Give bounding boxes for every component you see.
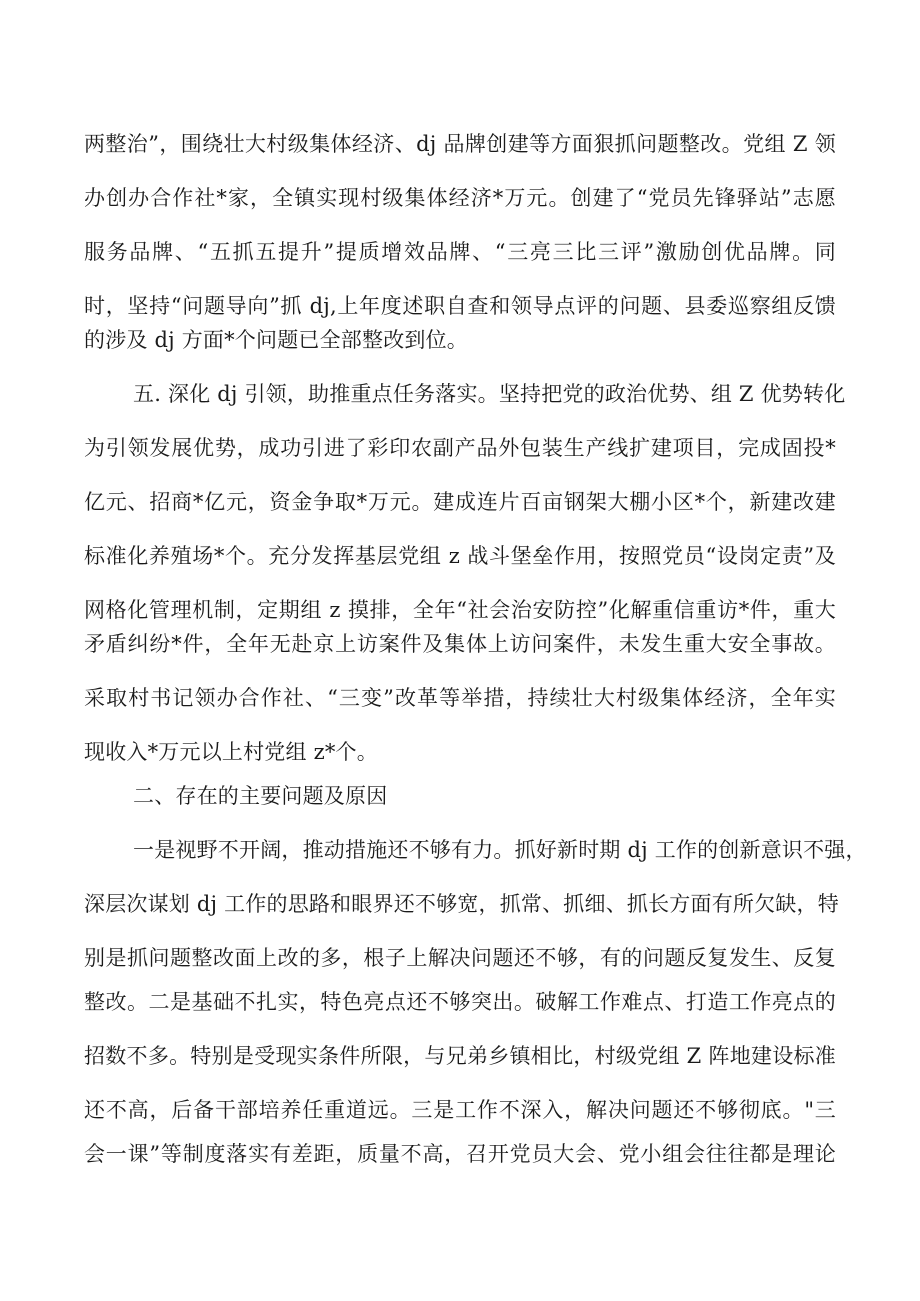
text-line: 为引领发展优势，成功引进了彩印农副产品外包装生产线扩建项目，完成固投*: [84, 436, 836, 460]
text-line: 一是视野不开阔，推动措施还不够有力。抓好新时期 dj 工作的创新意识不强，: [133, 838, 867, 862]
text-line: 别是抓问题整改面上改的多，根子上解决问题还不够，有的问题反复发生、反复: [84, 946, 836, 970]
text-line: 时，坚持“问题导向”抓 dj,上年度述职自查和领导点评的问题、县委巡察组反馈: [84, 294, 836, 318]
text-line: 服务品牌、“五抓五提升”提质增效品牌、“三亮三比三评”激励创优品牌。同: [84, 240, 836, 264]
text-line: 标准化养殖场*个。充分发挥基层党组 z 战斗堡垒作用，按照党员“设岗定责”及: [84, 544, 836, 568]
section-heading: 二、存在的主要问题及原因: [133, 784, 388, 808]
text-line: 办创办合作社*家，全镇实现村级集体经济*万元。创建了“党员先锋驿站”志愿: [84, 186, 836, 210]
text-line: 深层次谋划 dj 工作的思路和眼界还不够宽，抓常、抓细、抓长方面有所欠缺，特: [84, 892, 839, 916]
text-line: 整改。二是基础不扎实，特色亮点还不够突出。破解工作难点、打造工作亮点的: [84, 990, 836, 1014]
text-line: 矛盾纠纷*件，全年无赴京上访案件及集体上访问案件，未发生重大安全事故。: [84, 632, 836, 656]
text-line: 两整治”，围绕壮大村级集体经济、dj 品牌创建等方面狠抓问题整改。党组 Z 领: [84, 132, 836, 156]
text-line: 采取村书记领办合作社、“三变”改革等举措，持续壮大村级集体经济，全年实: [84, 686, 836, 710]
text-line: 亿元、招商*亿元，资金争取*万元。建成连片百亩钢架大棚小区*个，新建改建: [84, 490, 836, 514]
text-line: 现收入*万元以上村党组 z*个。: [84, 740, 378, 764]
text-line: 招数不多。特别是受现实条件所限，与兄弟乡镇相比，村级党组 Z 阵地建设标准: [84, 1044, 836, 1068]
text-line: 网格化管理机制，定期组 z 摸排，全年“社会治安防控”化解重信重访*件，重大: [84, 598, 836, 622]
text-line: 还不高，后备干部培养任重道远。三是工作不深入，解决问题还不够彻底。"三: [84, 1098, 836, 1122]
section-heading-line: 五. 深化 dj 引领，助推重点任务落实。坚持把党的政治优势、组 Z 优势转化: [133, 382, 846, 406]
text-line: 的涉及 dj 方面*个问题已全部整改到位。: [84, 328, 469, 352]
text-line: 会一课”等制度落实有差距，质量不高，召开党员大会、党小组会往往都是理论: [84, 1142, 836, 1166]
